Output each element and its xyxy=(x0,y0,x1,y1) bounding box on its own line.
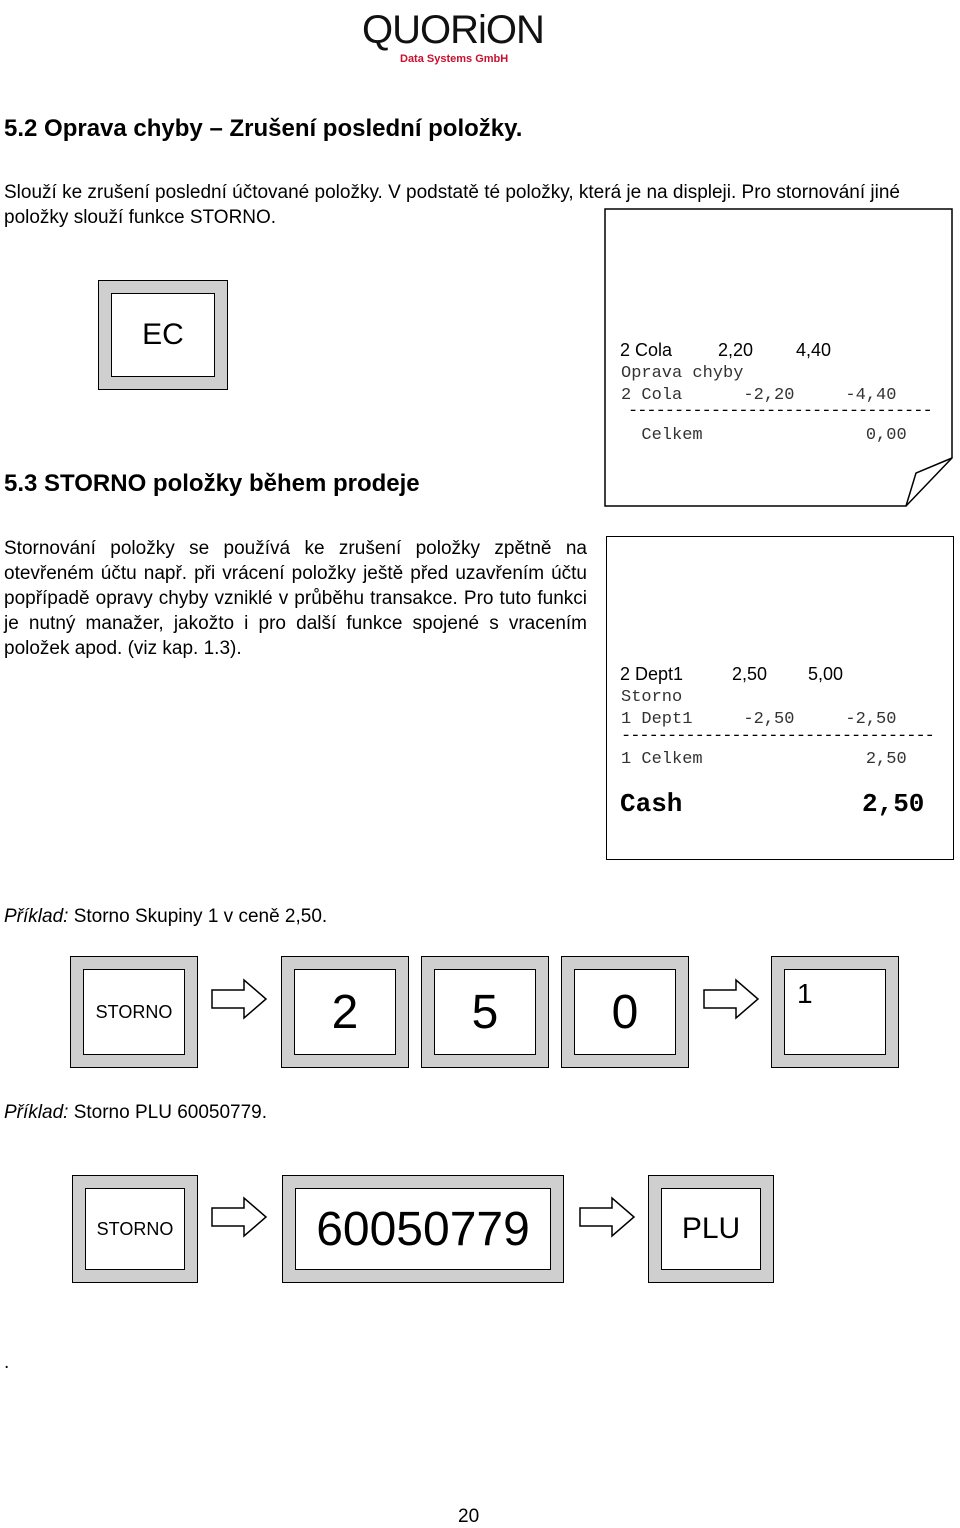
receipt-2-item-qty: 2 Dept1 xyxy=(620,664,684,684)
key-5-label: 5 xyxy=(434,969,536,1055)
arrow-right-icon xyxy=(702,978,760,1020)
key-dept-1-label: 1 xyxy=(784,969,886,1055)
section-53-title: 5.3 STORNO položky během prodeje xyxy=(4,470,420,497)
arrow-right-icon xyxy=(210,1196,268,1238)
key-plu-number-label: 60050779 xyxy=(295,1188,551,1270)
receipt-2-separator: ---------------------------------- xyxy=(621,727,934,746)
arrow-right-icon xyxy=(210,978,268,1020)
receipt-2-storno-label: Storno xyxy=(621,688,683,707)
receipt-1-total: Celkem 0,00 xyxy=(621,426,907,445)
example-2-text: Storno PLU 60050779. xyxy=(68,1102,268,1123)
section-52-text: Slouží ke zrušení poslední účtované položky. V podstatě té položky, která je na displeji. Pro stornování jiné položky slouží funkce STORNO. xyxy=(4,182,900,228)
receipt-1-correction-line: 2 Cola -2,20 -4,40 xyxy=(621,386,897,405)
key-plu xyxy=(648,1175,774,1283)
section-53-text: Stornování položky se používá ke zrušení položky zpětně na otevřeném účtu např. při vrácení položky ještě před uzavřením účtu popřípadě opravy chyby vzniklé v průběhu transakce. Pro tuto funkci je nutný manažer, jakožto i pro další funkce spojené s vracením položek apod. (viz kap. 1.3). xyxy=(4,538,587,659)
logo-subtitle: Data Systems GmbH xyxy=(400,53,509,65)
stray-dot: . xyxy=(4,1352,10,1373)
receipt-2-cash-value: 2,50 xyxy=(862,789,925,819)
key-0 xyxy=(561,956,689,1068)
key-2 xyxy=(281,956,409,1068)
section-52-title: 5.2 Oprava chyby – Zrušení poslední položky. xyxy=(4,115,523,142)
key-0-label: 0 xyxy=(574,969,676,1055)
example-2-caption xyxy=(4,1102,267,1124)
receipt-1-correction-label: Oprava chyby xyxy=(621,364,744,383)
key-storno-2-label: STORNO xyxy=(85,1188,185,1270)
receipt-1-item-qty: 2 Cola xyxy=(620,340,673,360)
receipt-2-cash-label: Cash xyxy=(620,789,683,819)
key-5 xyxy=(421,956,549,1068)
logo-text: QUORiON xyxy=(362,8,544,52)
key-storno xyxy=(70,956,198,1068)
receipt-2-item-total: 5,00 xyxy=(808,664,844,684)
receipt-2-storno-line: 1 Dept1 -2,50 -2,50 xyxy=(621,710,897,729)
key-dept-1 xyxy=(771,956,899,1068)
key-plu-number xyxy=(282,1175,564,1283)
ec-key xyxy=(98,280,228,390)
receipt-2-item-price: 2,50 xyxy=(732,664,768,684)
key-2-label: 2 xyxy=(294,969,396,1055)
key-storno-2 xyxy=(72,1175,198,1283)
page-number: 20 xyxy=(458,1506,480,1527)
ec-key-label: EC xyxy=(111,293,215,377)
key-plu-label: PLU xyxy=(661,1188,761,1270)
key-storno-label: STORNO xyxy=(83,969,185,1055)
receipt-2-total: 1 Celkem 2,50 xyxy=(621,750,907,769)
example-1-caption xyxy=(4,906,327,928)
example-1-text: Storno Skupiny 1 v ceně 2,50. xyxy=(68,906,328,927)
receipt-1-item-price: 2,20 xyxy=(718,340,754,360)
arrow-right-icon xyxy=(578,1196,636,1238)
example-1-prefix: Příklad: xyxy=(4,906,69,927)
example-2-prefix: Příklad: xyxy=(4,1102,69,1123)
receipt-1-separator: --------------------------------- xyxy=(628,402,932,421)
receipt-1-item-total: 4,40 xyxy=(796,340,832,360)
quorion-logo xyxy=(360,8,600,68)
